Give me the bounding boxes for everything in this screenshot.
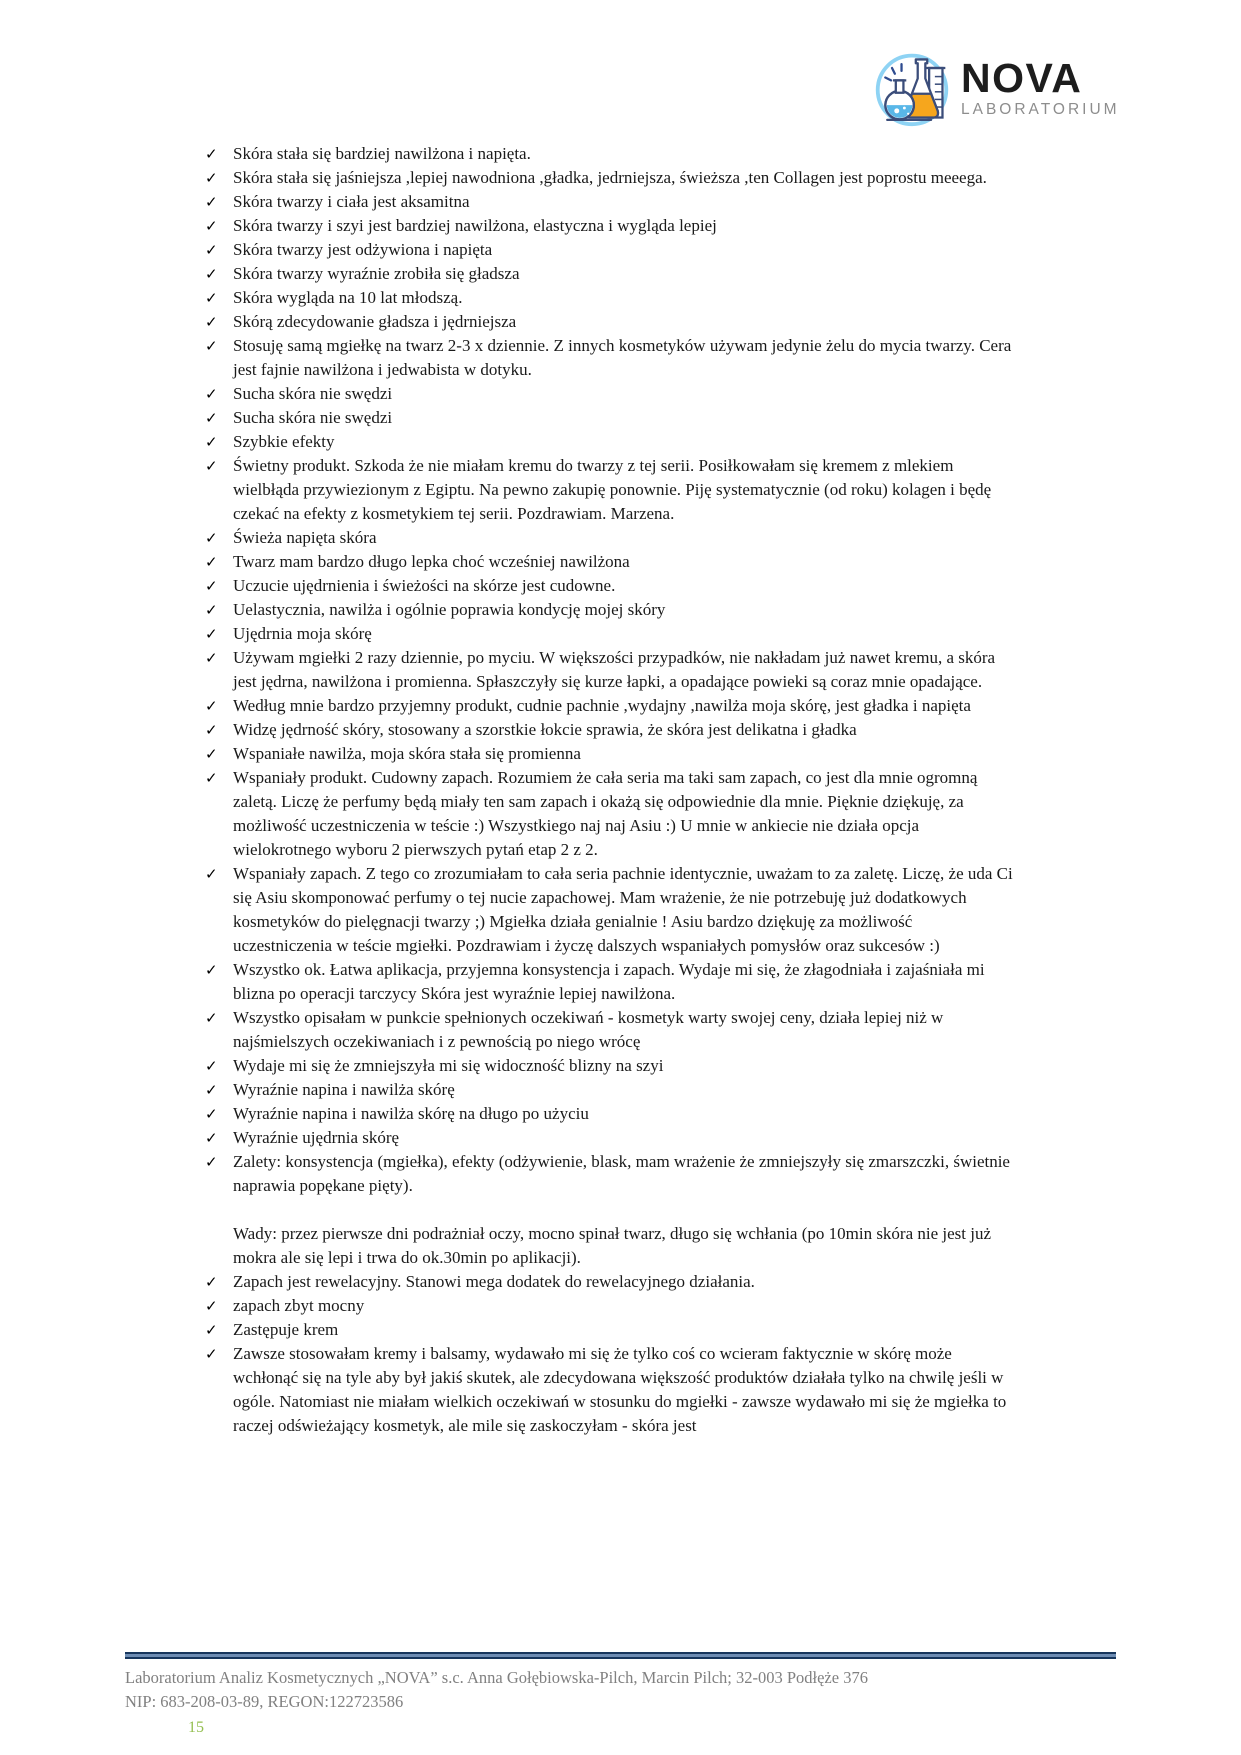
checkmark-icon: ✓	[205, 265, 218, 283]
list-item-text: Wydaje mi się że zmniejszyła mi się widoczność blizny na szyi	[233, 1056, 664, 1075]
list-item	[205, 382, 1013, 406]
list-item-text: Ujędrnia moja skórę	[233, 624, 372, 643]
checkmark-icon: ✓	[205, 1105, 218, 1123]
list-item-text: Wspaniały produkt. Cudowny zapach. Rozumiem że cała seria ma taki sam zapach, co jest dla mnie ogromną zaletą. Liczę że perfumy będą miały ten sam zapach i okażą się odpowiednie dla mnie. Pięknie dziękuję, za możliwość uczestniczenia w teście :) Wszystkiego naj naj Asiu :) U mnie w ankiecie nie działa opcja wielokrotnego wyboru 2 pierwszych pytań etap 2 z 2.	[233, 768, 978, 859]
list-item-text: Twarz mam bardzo długo lepka choć wcześniej nawilżona	[233, 552, 630, 571]
checkmark-icon: ✓	[205, 217, 218, 235]
list-item	[205, 1126, 1013, 1150]
list-item	[205, 334, 1013, 382]
list-item-text: Wszystko opisałam w punkcie spełnionych oczekiwań - kosmetyk warty swojej ceny, działa lepiej niż w najśmielszych oczekiwaniach i z pewnością po niego wrócę	[233, 1008, 944, 1051]
list-item-text: Wyraźnie napina i nawilża skórę na długo po użyciu	[233, 1104, 589, 1123]
list-item	[205, 718, 1013, 742]
list-item-text: Wspaniałe nawilża, moja skóra stała się promienna	[233, 744, 581, 763]
list-item-text: Szybkie efekty	[233, 432, 335, 451]
checkmark-icon: ✓	[205, 721, 218, 739]
checkmark-icon: ✓	[205, 1129, 218, 1147]
list-item-text: Skóra twarzy jest odżywiona i napięta	[233, 240, 493, 259]
list-item	[205, 238, 1013, 262]
checkmark-icon: ✓	[205, 313, 218, 331]
lab-flasks-icon	[872, 48, 952, 128]
checkmark-icon: ✓	[205, 169, 218, 187]
footer-rule	[125, 1652, 1116, 1659]
list-item	[205, 1054, 1013, 1078]
list-item-text: Zastępuje krem	[233, 1320, 339, 1339]
list-item-text: Skórą zdecydowanie gładsza i jędrniejsza	[233, 312, 517, 331]
checkmark-icon: ✓	[205, 625, 218, 643]
list-item-text: Zawsze stosowałam kremy i balsamy, wydawało mi się że tylko coś co wcieram faktycznie w skórę może wchłonąć się na tyle aby był jakiś skutek, ale zdecydowana większość produktów działała tylko na chwilę jeśli w ogóle. Natomiast nie miałam wielkich oczekiwań w stosunku do mgiełki - zawsze wydawało mi się że mgiełka to raczej odświeżający kosmetyk, ale mile się zaskoczyłam - skóra jest	[233, 1344, 1007, 1435]
list-item	[205, 862, 1013, 958]
list-item-text: Skóra stała się jaśniejsza ,lepiej nawodniona ,gładka, jedrniejsza, świeższa ,ten Collagen jest poprostu meeega.	[233, 168, 987, 187]
page-footer	[125, 1652, 1116, 1739]
checkmark-icon: ✓	[205, 865, 218, 883]
list-item-text: Skóra stała się bardziej nawilżona i napięta.	[233, 144, 531, 163]
list-item	[205, 1150, 1013, 1270]
list-item	[205, 1342, 1013, 1438]
list-item-text: Widzę jędrność skóry, stosowany a szorstkie łokcie sprawia, że skóra jest delikatna i gładka	[233, 720, 857, 739]
list-item-text: Sucha skóra nie swędzi	[233, 408, 393, 427]
list-item	[205, 262, 1013, 286]
list-item-text: Wspaniały zapach. Z tego co zrozumiałam to cała seria pachnie identycznie, uważam to za zaletę. Liczę, że uda Ci się Asiu skomponować perfumy o tej nucie zapachowej. Mam wrażenie, że nie potrzebuję już dodatkowych kosmetyków do pielęgnacji twarzy ;) Mgiełka działa genialnie ! Asiu bardzo dziękuję za możliwość uczestniczenia w teście mgiełki. Pozdrawiam i życzę dalszych wspaniałych pomysłów oraz sukcesów :)	[233, 864, 1013, 955]
list-item-text: Skóra wygląda na 10 lat młodszą.	[233, 288, 463, 307]
review-list	[205, 142, 1013, 1438]
checkmark-icon: ✓	[205, 385, 218, 403]
list-item	[205, 742, 1013, 766]
list-item	[205, 430, 1013, 454]
list-item-text: Uczucie ujędrnienia i świeżości na skórze jest cudowne.	[233, 576, 616, 595]
list-item	[205, 214, 1013, 238]
list-item	[205, 454, 1013, 526]
list-item	[205, 622, 1013, 646]
checkmark-icon: ✓	[205, 1081, 218, 1099]
footer-nip-line: NIP: 683-208-03-89, REGON:122723586	[125, 1692, 404, 1711]
list-item	[205, 550, 1013, 574]
logo-name: NOVA	[961, 54, 1083, 101]
list-item	[205, 406, 1013, 430]
list-item-text: Świetny produkt. Szkoda że nie miałam kremu do twarzy z tej serii. Posiłkowałam się kremem z mlekiem wielbłąda przywiezionym z Egiptu. Na pewno zakupię ponownie. Piję systematycznie (od roku) kolagen i będę czekać na efekty z kosmetykiem tej serii. Pozdrawiam. Marzena.	[233, 456, 992, 523]
checkmark-icon: ✓	[205, 457, 218, 475]
checkmark-icon: ✓	[205, 409, 218, 427]
list-item-text: Stosuję samą mgiełkę na twarz 2-3 x dziennie. Z innych kosmetyków używam jedynie żelu do mycia twarzy. Cera jest fajnie nawilżona i jedwabista w dotyku.	[233, 336, 1012, 379]
checkmark-icon: ✓	[205, 1297, 218, 1315]
checkmark-icon: ✓	[205, 289, 218, 307]
checkmark-icon: ✓	[205, 601, 218, 619]
list-item	[205, 286, 1013, 310]
list-item-text: Zalety: konsystencja (mgiełka), efekty (odżywienie, blask, mam wrażenie że zmniejszyły się zmarszczki, świetnie naprawia popękane pięty). Wady: przez pierwsze dni podrażniał oczy, mocno spinał twarz, długo się wchłania (po 10min skóra nie jest już mokra ale się lepi i trwa do ok.30min po aplikacji).	[233, 1152, 1010, 1267]
checkmark-icon: ✓	[205, 433, 218, 451]
list-item-text: Skóra twarzy wyraźnie zrobiła się gładsza	[233, 264, 520, 283]
checkmark-icon: ✓	[205, 529, 218, 547]
checkmark-icon: ✓	[205, 769, 218, 787]
page-number: 15	[188, 1719, 204, 1736]
list-item	[205, 694, 1013, 718]
list-item	[205, 1102, 1013, 1126]
list-item	[205, 142, 1013, 166]
checkmark-icon: ✓	[205, 1345, 218, 1363]
list-item-text: Wszystko ok. Łatwa aplikacja, przyjemna konsystencja i zapach. Wydaje mi się, że złagodniała i zajaśniała mi blizna po operacji tarczycy Skóra jest wyraźnie lepiej nawilżona.	[233, 960, 985, 1003]
checkmark-icon: ✓	[205, 1321, 218, 1339]
list-item	[205, 1318, 1013, 1342]
checkmark-icon: ✓	[205, 1009, 218, 1027]
list-item-text: Sucha skóra nie swędzi	[233, 384, 393, 403]
list-item-text: Skóra twarzy i ciała jest aksamitna	[233, 192, 470, 211]
list-item-text: Wyraźnie ujędrnia skórę	[233, 1128, 400, 1147]
checkmark-icon: ✓	[205, 241, 218, 259]
footer-company-line: Laboratorium Analiz Kosmetycznych „NOVA” s.c. Anna Gołębiowska-Pilch, Marcin Pilch; 32-003 Podłęże 376	[125, 1668, 868, 1687]
checkmark-icon: ✓	[205, 961, 218, 979]
list-item	[205, 958, 1013, 1006]
checkmark-icon: ✓	[205, 145, 218, 163]
list-item	[205, 1078, 1013, 1102]
checkmark-icon: ✓	[205, 577, 218, 595]
list-item	[205, 598, 1013, 622]
list-item-text: Zapach jest rewelacyjny. Stanowi mega dodatek do rewelacyjnego działania.	[233, 1272, 755, 1291]
list-item	[205, 1006, 1013, 1054]
checkmark-icon: ✓	[205, 649, 218, 667]
checkmark-icon: ✓	[205, 1153, 218, 1171]
list-item-text: Uelastycznia, nawilża i ogólnie poprawia kondycję mojej skóry	[233, 600, 666, 619]
checkmark-icon: ✓	[205, 697, 218, 715]
list-item	[205, 166, 1013, 190]
list-item	[205, 310, 1013, 334]
list-item-text: Świeża napięta skóra	[233, 528, 377, 547]
list-item	[205, 190, 1013, 214]
checkmark-icon: ✓	[205, 745, 218, 763]
checkmark-icon: ✓	[205, 193, 218, 211]
list-item	[205, 574, 1013, 598]
list-item	[205, 526, 1013, 550]
list-item-text: Skóra twarzy i szyi jest bardziej nawilżona, elastyczna i wygląda lepiej	[233, 216, 717, 235]
logo	[872, 48, 1120, 128]
checkmark-icon: ✓	[205, 1057, 218, 1075]
list-item-text: Używam mgiełki 2 razy dziennie, po myciu. W większości przypadków, nie nakładam już nawet kremu, a skóra jest jędrna, nawilżona i promienna. Spłaszczyły się kurze łapki, a opadające powieki są coraz mnie opadające.	[233, 648, 996, 691]
list-item	[205, 1294, 1013, 1318]
checkmark-icon: ✓	[205, 553, 218, 571]
logo-text	[961, 54, 1120, 120]
list-item-text: Wyraźnie napina i nawilża skórę	[233, 1080, 455, 1099]
checkmark-icon: ✓	[205, 337, 218, 355]
list-item-text: zapach zbyt mocny	[233, 1296, 365, 1315]
checkmark-icon: ✓	[205, 1273, 218, 1291]
list-item	[205, 766, 1013, 862]
list-item	[205, 646, 1013, 694]
list-item	[205, 1270, 1013, 1294]
list-item-text: Według mnie bardzo przyjemny produkt, cudnie pachnie ,wydajny ,nawilża moja skórę, jest gładka i napięta	[233, 696, 971, 715]
logo-subtitle: LABORATORIUM	[961, 100, 1120, 118]
